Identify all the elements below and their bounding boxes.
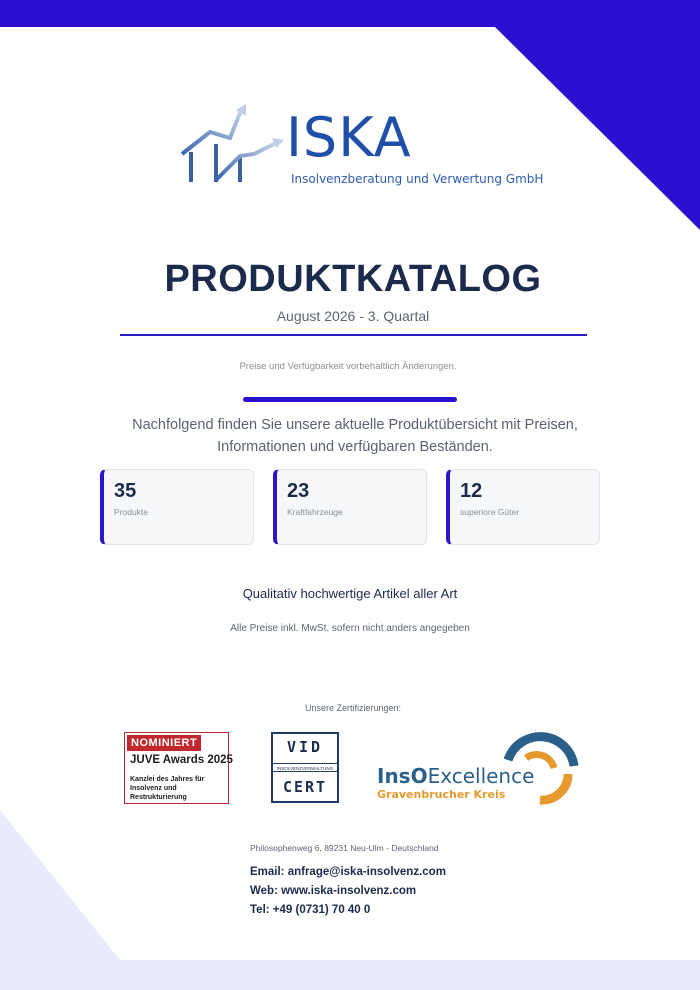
inso-subtitle: Gravenbrucher Kreis xyxy=(377,788,506,801)
page-title: PRODUKTKATALOG xyxy=(164,258,542,300)
price-note: Alle Preise inkl. MwSt. sofern nicht anders angegeben xyxy=(230,623,470,634)
section-divider xyxy=(243,397,457,402)
inso-name xyxy=(377,764,534,788)
certifications-heading: Unsere Zertifizierungen: xyxy=(304,703,402,713)
stats-row xyxy=(100,469,600,545)
inso-name-rest: Excellence xyxy=(427,764,535,788)
contact-email[interactable]: Email: anfrage@iska-insolvenz.com xyxy=(250,866,446,878)
stat-card-vehicles xyxy=(273,469,427,545)
intro-paragraph: Nachfolgend finden Sie unsere aktuelle Produktübersicht mit Preisen, Informationen und verfügbaren Beständen. xyxy=(132,417,578,455)
vid-cert-badge xyxy=(271,732,339,803)
stat-number: 12 xyxy=(460,480,483,502)
juve-award-description: Kanzlei des Jahres für Insolvenz und Restrukturierung xyxy=(130,776,205,801)
logo-tagline: Insolvenzberatung und Verwertung GmbH xyxy=(291,172,544,186)
juve-award-title: JUVE Awards 2025 xyxy=(130,754,233,766)
contact-web[interactable]: Web: www.iska-insolvenz.com xyxy=(250,885,417,897)
stat-card-superior-goods xyxy=(446,469,600,545)
juve-nominated-label: NOMINIERT xyxy=(127,735,201,751)
stat-number: 35 xyxy=(114,480,137,502)
inso-name-bold: InsO xyxy=(377,764,428,788)
cert-label: CERT xyxy=(282,778,328,796)
vid-label: VID xyxy=(286,738,324,756)
contact-phone[interactable]: Tel: +49 (0731) 70 40 0 xyxy=(250,904,371,916)
company-address: Philosophenweg 6, 89231 Neu-Ulm - Deutschland xyxy=(250,843,439,853)
stat-card-products xyxy=(100,469,254,545)
logo-wordmark: ISKA xyxy=(286,106,412,169)
inso-excellence-logo xyxy=(376,730,580,806)
disclaimer-text: Preise und Verfügbarkeit vorbehaltlich Änderungen. xyxy=(239,361,457,372)
quality-statement: Qualitativ hochwertige Artikel aller Art xyxy=(242,586,458,601)
stat-label: superiore Güter xyxy=(460,507,520,517)
company-logo xyxy=(180,104,544,194)
vid-subtitle: INSOLVENZVERWALTUNG xyxy=(273,763,337,772)
stat-label: Produkte xyxy=(114,507,149,517)
stat-number: 23 xyxy=(287,480,310,502)
juve-award-badge xyxy=(124,732,233,804)
stat-label: Kraftfahrzeuge xyxy=(287,507,343,517)
title-divider xyxy=(120,334,587,336)
page-subtitle: August 2026 - 3. Quartal xyxy=(276,308,430,324)
rising-arrows-chart-icon xyxy=(180,104,284,186)
